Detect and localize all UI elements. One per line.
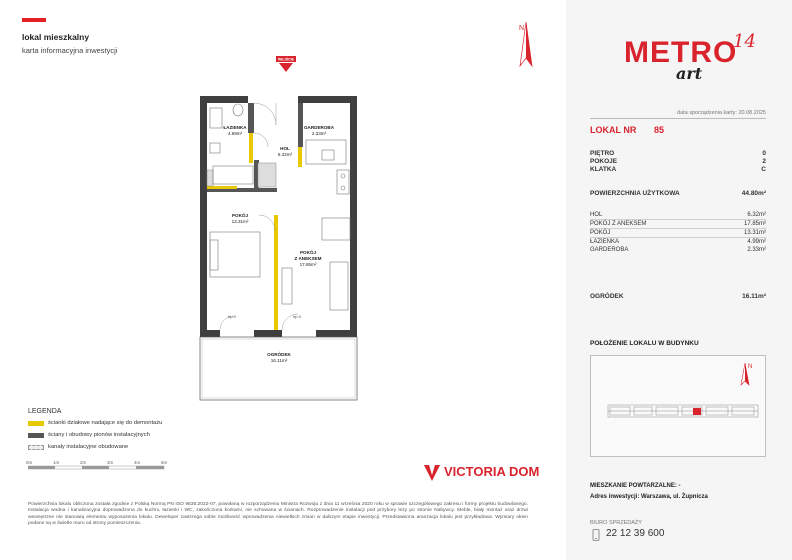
- window-height-label: hp 0: [293, 314, 301, 319]
- garden-label: OGRÓDEK: [590, 293, 624, 300]
- info-value: 2: [762, 158, 766, 165]
- room-area-row: [590, 221, 766, 229]
- legend-swatch-shafts: [28, 445, 44, 450]
- room-label-living: POKÓJ: [299, 250, 317, 255]
- info-label: KLATKA: [590, 166, 617, 173]
- info-row-rooms: [590, 158, 766, 165]
- room-area-row: [590, 212, 766, 220]
- brand-name: VICTORIA DOM: [444, 464, 540, 479]
- installation-shafts: [207, 163, 276, 187]
- usable-area-row: [590, 190, 766, 197]
- scale-bar: [28, 458, 178, 474]
- unit-location-marker: [693, 408, 701, 415]
- room-label-living-2: Z ANEKSEM: [294, 256, 322, 261]
- info-value: C: [761, 166, 766, 173]
- legend-swatch-removable: [28, 421, 44, 426]
- furniture: [210, 218, 350, 310]
- scale-label: 4m: [134, 460, 141, 465]
- scale-label: 1m: [53, 460, 60, 465]
- metro-logo-art: art: [676, 64, 703, 83]
- scale-label: 3m: [107, 460, 114, 465]
- room-area-hall: 6.32m²: [277, 152, 293, 157]
- window-height-label: hp 0: [228, 314, 236, 319]
- disclaimer-text: Powierzchnia lokalu obliczona została zgodnie z Polską Normą PN ISO 9836:2022-07, powołaną w rozporządzeniu Ministra Rozwoju z dnia 11 września 2020 roku w sprawie szczegółowego zakresu i formy projektu budowlanego. Instalacja wodna i kanalizacyjna doprowadzona do kuchni, łazienki i WC, zakończona korkami, nie schowana w ścianach. Rozprowadzenie instalacji pod przybory leży po stronie Nabywcy. Meble, biały montaż oraz drzwi wewnętrzne nie stanowią elementu wyposażenia lokalu. Deweloper zastrzega sobie możliwość wprowadzenia niewielkich zmian w dalszym etapie inwestycji. Przedstawiona aranżacja lokalu jest przykładowa. Wymiary okien podane są w świetle muru od strony pomieszczenia.: [28, 502, 528, 526]
- info-label: PIĘTRO: [590, 150, 615, 157]
- room-area: 4.99m²: [747, 239, 766, 245]
- lokal-label: LOKAL NR: [590, 125, 637, 135]
- entrance-marker: [276, 56, 296, 72]
- room-area-room: 13.31m²: [231, 219, 249, 224]
- scale-label: 0m: [26, 460, 33, 465]
- room-name: HOL: [590, 212, 603, 218]
- room-label-wardrobe: GARDEROBA: [303, 125, 335, 130]
- usable-area-value: 44.80m²: [741, 190, 766, 197]
- location-title: POŁOŻENIE LOKALU W BUDYNKU: [590, 340, 699, 347]
- room-name: POKÓJ: [590, 230, 611, 236]
- room-name: GARDEROBA: [590, 247, 629, 253]
- room-label-hall: HOL: [280, 146, 290, 151]
- svg-text:N: N: [748, 364, 753, 370]
- legend-title: LEGENDA: [28, 408, 62, 415]
- info-row-staircase: [590, 166, 766, 173]
- room-area: 17.85m²: [743, 221, 766, 227]
- room-area: 2.33m²: [747, 247, 766, 253]
- legend-item: kanały instalacyjne obudowane: [48, 444, 129, 450]
- svg-text:N: N: [519, 25, 525, 32]
- victoria-dom-logo-icon: [424, 465, 440, 481]
- kitchen-fixtures: [306, 140, 349, 194]
- info-label: POKOJE: [590, 158, 618, 165]
- room-name: ŁAZIENKA: [590, 239, 620, 245]
- room-label-bathroom: ŁAZIENKA: [223, 125, 247, 130]
- room-area-living: 17.85m²: [299, 262, 317, 267]
- page-title: lokal mieszkalny: [22, 32, 90, 42]
- sales-phone[interactable]: 22 12 39 600: [606, 528, 665, 539]
- exterior-walls: [200, 96, 357, 337]
- scale-label: 2m: [80, 460, 87, 465]
- repeated-unit: MIESZKANIE POWTARZALNE: -: [590, 483, 681, 489]
- lokal-number: 85: [654, 125, 665, 135]
- room-label-room: POKÓJ: [231, 213, 249, 218]
- location-map-frame: [591, 356, 766, 457]
- usable-area-label: POWIERZCHNIA UŻYTKOWA: [590, 190, 680, 197]
- bathroom-fixtures: [210, 104, 253, 184]
- room-area: 13.31m²: [743, 230, 766, 236]
- info-panel: [566, 0, 792, 560]
- room-area-row: [590, 230, 766, 238]
- metro-logo-number: 14: [733, 31, 756, 52]
- sales-office-label: BIURO SPRZEDAŻY: [590, 520, 642, 526]
- room-area-row: [590, 247, 766, 254]
- phone-icon: [590, 529, 602, 541]
- north-arrow-icon: [519, 22, 532, 66]
- date-label: data sporządzenia karty: 20.08.2025: [590, 110, 766, 119]
- garden-value: 16.11m²: [742, 293, 766, 300]
- room-label-garden: OGRÓDEK: [267, 352, 291, 357]
- room-area-bathroom: 4.99m²: [227, 131, 243, 136]
- room-area-wardrobe: 2.33m²: [311, 131, 327, 136]
- room-name: POKÓJ Z ANEKSEM: [590, 221, 647, 227]
- location-map: [590, 355, 766, 457]
- address: Adres inwestycji: Warszawa, ul. Żupnicza: [590, 494, 708, 500]
- room-area-garden: 16.11m²: [270, 358, 288, 363]
- room-area: 6.32m²: [747, 212, 766, 218]
- svg-text:WEJŚCIE: WEJŚCIE: [277, 57, 295, 62]
- legend-item: ścianki działowe nadające się do demontażu: [48, 420, 163, 426]
- legend-swatch-walls: [28, 433, 44, 438]
- room-area-row: [590, 239, 766, 246]
- garden-row: [590, 293, 766, 300]
- page-subtitle: karta informacyjna inwestycji: [22, 46, 118, 55]
- info-value: 0: [762, 150, 766, 157]
- garden-area: [200, 337, 357, 400]
- metro-logo-text: METRO: [624, 36, 738, 69]
- info-row-floor: [590, 150, 766, 157]
- legend-item: ściany i obudowy pionów instalacyjnych: [48, 432, 150, 438]
- scale-label: 5m: [161, 460, 168, 465]
